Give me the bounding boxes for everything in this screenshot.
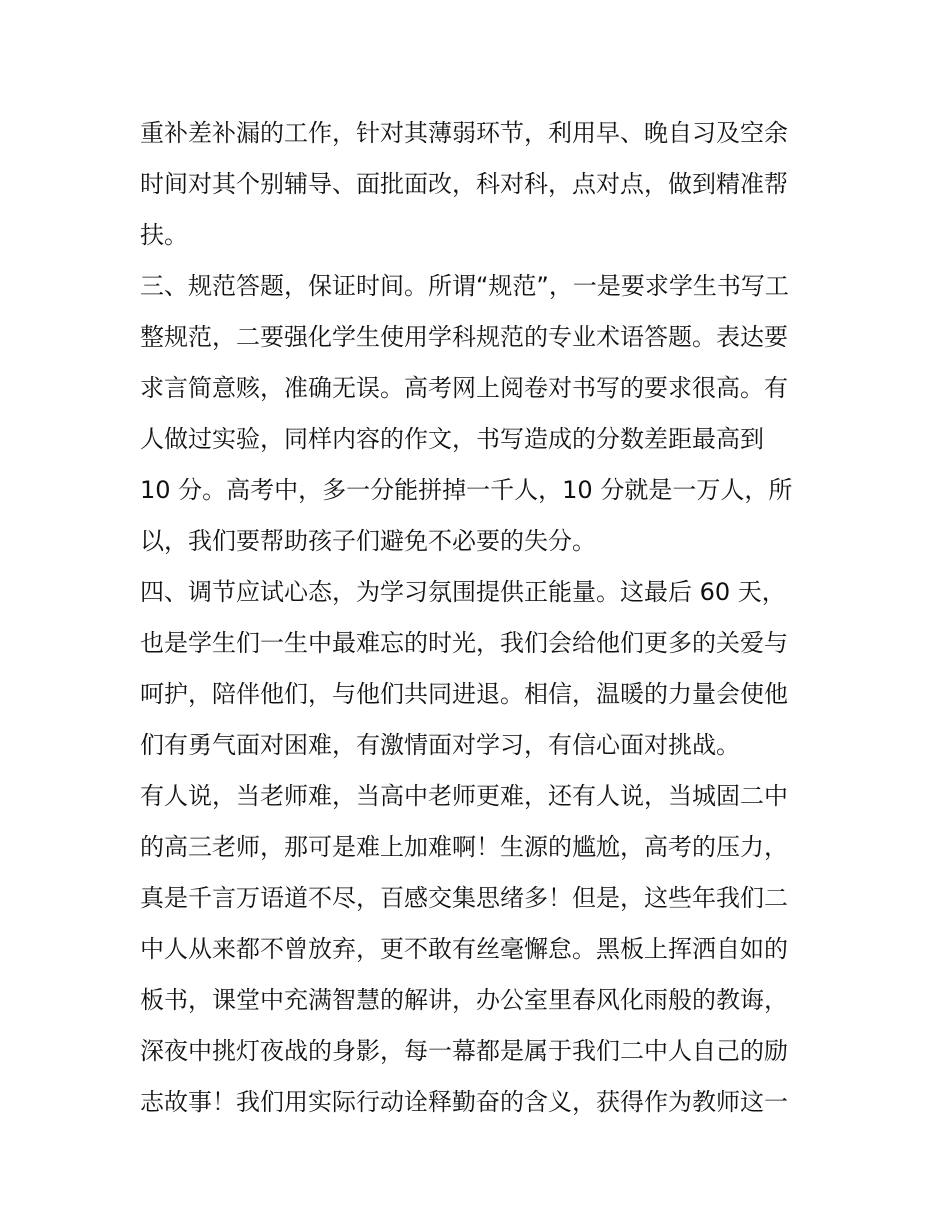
text-line: 深夜中挑灯夜战的身影，每一幕都是属于我们二中人自己的励 [140, 1037, 788, 1065]
text-line: 的高三老师，那可是难上加难啊！生源的尴尬，高考的压力， [140, 833, 788, 861]
text-line: 真是千言万语道不尽，百感交集思绪多！但是，这些年我们二 [140, 884, 788, 912]
text-line: 有人说，当老师难，当高中老师更难，还有人说，当城固二中 [140, 782, 788, 810]
text-line: 以，我们要帮助孩子们避免不必要的失分。 [140, 527, 596, 555]
document-body [140, 108, 820, 1128]
text-line: 10 分。高考中，多一分能拼掉一千人，10 分就是一万人，所 [140, 476, 793, 504]
text-line: 中人从来都不曾放弃，更不敢有丝毫懈怠。黑板上挥洒自如的 [140, 935, 788, 963]
text-line: 也是学生们一生中最难忘的时光，我们会给他们更多的关爱与 [140, 629, 788, 657]
text-line: 呵护，陪伴他们，与他们共同进退。相信，温暖的力量会使他 [140, 680, 788, 708]
text-line: 求言简意赅，准确无误。高考网上阅卷对书写的要求很高。有 [140, 374, 788, 402]
text-line: 整规范，二要强化学生使用学科规范的专业术语答题。表达要 [140, 323, 788, 351]
text-line: 三、规范答题，保证时间。所谓“规范”，一是要求学生书写工 [140, 272, 789, 300]
text-line: 志故事！我们用实际行动诠释勤奋的含义，获得作为教师这一 [140, 1088, 788, 1116]
text-line: 时间对其个别辅导、面批面改，科对科，点对点，做到精准帮 [140, 170, 788, 198]
text-line: 板书，课堂中充满智慧的解讲，办公室里春风化雨般的教诲， [140, 986, 788, 1014]
text-line: 四、调节应试心态，为学习氛围提供正能量。这最后 60 天， [140, 578, 786, 606]
text-line: 人做过实验，同样内容的作文，书写造成的分数差距最高到 [140, 425, 764, 453]
text-line: 扶。 [140, 221, 188, 249]
text-line: 们有勇气面对困难，有激情面对学习，有信心面对挑战。 [140, 731, 740, 759]
text-line: 重补差补漏的工作，针对其薄弱环节，利用早、晚自习及空余 [140, 119, 788, 147]
